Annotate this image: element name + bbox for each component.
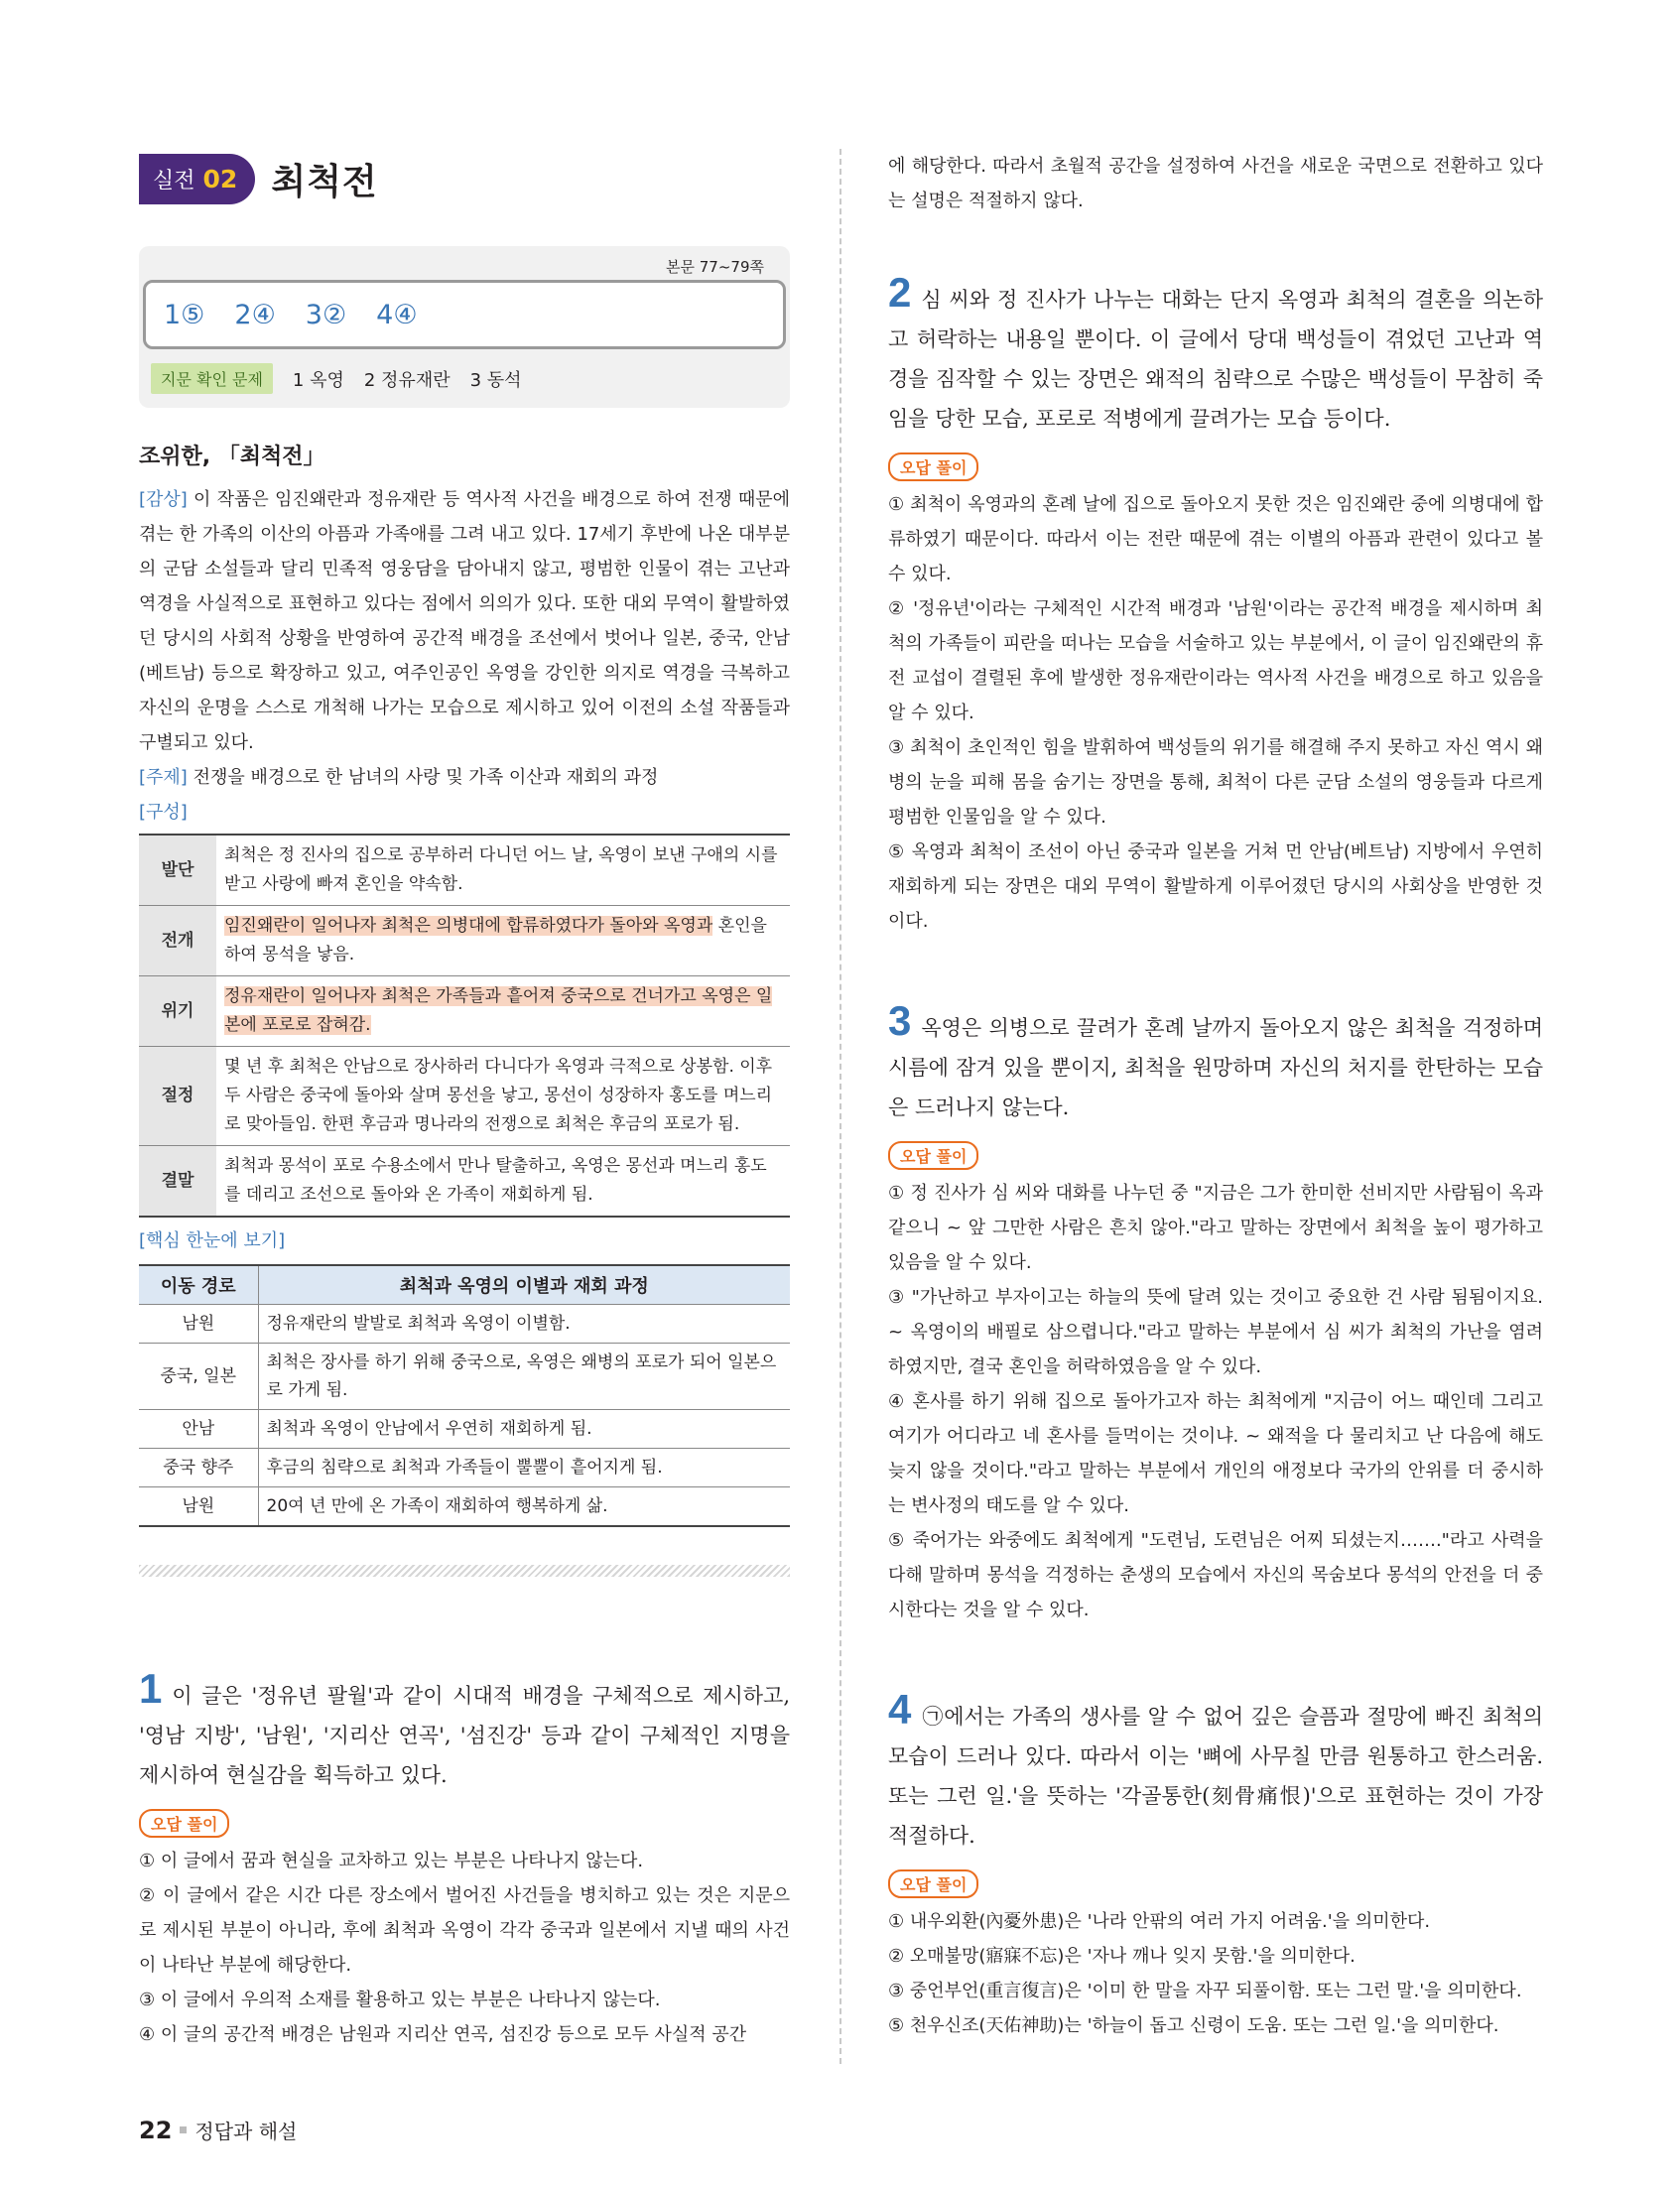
route-desc: 20여 년 만에 온 가족이 재회하여 행복하게 삶. <box>258 1487 790 1527</box>
wrong-answer-line: ③ 중언부언(重言復言)은 '이미 한 말을 자꾸 되풀이함. 또는 그런 말.'을 의미한다. <box>888 1981 1522 2001</box>
footer-dot-icon <box>180 2126 187 2133</box>
column-divider <box>840 149 841 2064</box>
question-number: 3 <box>888 997 912 1044</box>
table-row <box>139 1146 790 1218</box>
wrong-answer-line: ⑤ 천우신조(天佑神助)는 '하늘이 돕고 신령이 도움. 또는 그런 일.'을 의미한다. <box>888 2015 1499 2036</box>
wrong-answer-badge: 오답 풀이 <box>888 1869 978 1898</box>
route-place: 남원 <box>139 1305 258 1344</box>
question-explanation <box>139 1665 790 1795</box>
stage-desc <box>216 906 790 976</box>
right-column <box>888 149 1543 2043</box>
page-footer <box>139 2116 297 2144</box>
stage-cell: 전개 <box>139 906 216 976</box>
wrong-answer-line: ③ "가난하고 부자이고는 하늘의 뜻에 달려 있는 것이고 중요한 건 사람 됨됨이지요. ~ 옥영이의 배필로 삼으렵니다."라고 말하는 부분에서 심 씨가 최척의 가난을 염려하였지만, 결국 혼인을 허락하였음을 알 수 있다. <box>888 1287 1543 1377</box>
section-badge <box>139 154 255 204</box>
question-number: 2 <box>888 269 912 316</box>
route-desc: 정유재란의 발발로 최척과 옥영이 이별함. <box>258 1305 790 1344</box>
wrong-answer-line: ⑤ 죽어가는 와중에도 최척에게 "도련님, 도련님은 어찌 되셨는지……."라고 사력을 다해 말하며 몽석을 걱정하는 춘생의 모습에서 자신의 목숨보다 몽석의 안전을 더 중시한다는 것을 알 수 있다. <box>888 1530 1543 1620</box>
table-header-row <box>139 1265 790 1305</box>
question-1 <box>139 1665 790 2052</box>
table-row <box>139 1487 790 1527</box>
route-place: 안남 <box>139 1410 258 1449</box>
question-number: 1 <box>139 1665 163 1712</box>
answer-page-ref: 본문 77~79쪽 <box>666 258 764 276</box>
stage-cell: 발단 <box>139 835 216 906</box>
footer-label: 정답과 해설 <box>194 2120 298 2143</box>
table-row <box>139 976 790 1047</box>
wrong-answer-line: ④ 이 글의 공간적 배경은 남원과 지리산 연곡, 섬진강 등으로 모두 사실적 공간 <box>139 2024 747 2045</box>
theme-tag: [주제] <box>139 767 188 788</box>
badge-label: 실전 <box>153 168 195 193</box>
wrong-answer-line: ② 오매불망(寤寐不忘)은 '자나 깨나 잊지 못함.'을 의미한다. <box>888 1946 1356 1967</box>
passage-check <box>143 363 786 394</box>
question-text: 심 씨와 정 진사가 나누는 대화는 단지 옥영과 최척의 결혼을 의논하고 허락하는 내용일 뿐이다. 이 글에서 당대 백성들이 겪었던 고난과 역경을 짐작할 수 있는 장면은 왜적의 침략으로 수많은 백성들이 무참히 죽임을 당한 모습, 포로로 적병에게 끌려가는 모습 등이다. <box>888 288 1543 431</box>
wrong-answer-badge: 오답 풀이 <box>888 452 978 481</box>
stage-cell: 위기 <box>139 976 216 1047</box>
stage-cell: 절정 <box>139 1047 216 1146</box>
question-explanation <box>888 1686 1543 1856</box>
question-2 <box>888 269 1543 939</box>
answer-item: 3② <box>305 299 347 330</box>
passage-check-label: 지문 확인 문제 <box>151 363 273 394</box>
question-4 <box>888 1686 1543 2043</box>
table-row <box>139 835 790 906</box>
core-tag: [핵심 한눈에 보기] <box>139 1230 286 1251</box>
question-text: 옥영은 의병으로 끌려가 혼례 날까지 돌아오지 않은 최척을 걱정하며 시름에 잠겨 있을 뿐이지, 최척을 원망하며 자신의 처지를 한탄하는 모습은 드러나지 않는다. <box>888 1016 1543 1119</box>
wrong-answer-line: ① 최척이 옥영과의 혼례 날에 집으로 돌아오지 못한 것은 임진왜란 중에 의병대에 합류하였기 때문이다. 따라서 이는 전란 때문에 겪는 이별의 아픔과 관련이 있다고 볼 수 있다. <box>888 494 1543 584</box>
work-title: 조위한, 「최척전」 <box>139 445 325 469</box>
question-3 <box>888 997 1543 1627</box>
question-explanation <box>888 997 1543 1127</box>
column-header: 이동 경로 <box>139 1265 258 1305</box>
stage-desc-rest: 혼인을 하여 몽석을 낳음. <box>224 916 767 965</box>
wrong-answer-line: ② '정유년'이라는 구체적인 시간적 배경과 '남원'이라는 공간적 배경을 제시하며 최척의 가족들이 피란을 떠나는 모습을 서술하고 있는 부분에서, 이 글이 임진왜란의 휴전 교섭이 결렬된 후에 발생한 정유재란이라는 역사적 사건을 배경으로 하고 있음을 알 수 있다. <box>888 598 1543 723</box>
theme-text: 전쟁을 배경으로 한 남녀의 사랑 및 가족 이산과 재회의 과정 <box>193 767 659 788</box>
answer-box <box>139 246 790 408</box>
route-table <box>139 1264 790 1527</box>
question-explanation <box>888 269 1543 439</box>
structure-tag: [구성] <box>139 802 188 823</box>
structure-table <box>139 834 790 1218</box>
answer-item: 2④ <box>234 299 276 330</box>
table-row <box>139 1047 790 1146</box>
stage-desc <box>216 976 790 1047</box>
appreciation-tag: [감상] <box>139 489 188 510</box>
appreciation-text: 이 작품은 임진왜란과 정유재란 등 역사적 사건을 배경으로 하여 전쟁 때문에 겪는 한 가족의 이산의 아픔과 가족애를 그려 내고 있다. 17세기 후반에 나온 대부분의 군담 소설들과 달리 민족적 영웅담을 담아내지 않고, 평범한 인물이 겪는 고난과 역경을 사실적으로 표현하고 있다는 점에서 의의가 있다. 또한 대외 무역이 활발하였던 당시의 사회적 상황을 반영하여 공간적 배경을 조선에서 벗어나 일본, 중국, 안남(베트남) 등으로 확장하고 있고, 여주인공인 옥영을 강인한 의지로 역경을 극복하고 자신의 운명을 스스로 개척해 나가는 모습으로 제시하고 있어 이전의 소설 작품들과 구별되고 있다. <box>139 489 790 753</box>
wrong-answer-badge: 오답 풀이 <box>139 1809 229 1838</box>
page-number: 22 <box>139 2116 173 2144</box>
route-place: 남원 <box>139 1487 258 1527</box>
stage-cell: 결말 <box>139 1146 216 1218</box>
section-separator <box>139 1565 790 1577</box>
highlighted-text: 정유재란이 일어나자 최척은 가족들과 흩어져 중국으로 건너가고 옥영은 일본에 포로로 잡혀감. <box>224 986 773 1035</box>
route-place: 중국, 일본 <box>139 1344 258 1410</box>
wrong-answer-line: ③ 이 글에서 우의적 소재를 활용하고 있는 부분은 나타나지 않는다. <box>139 1990 661 2010</box>
table-row <box>139 1410 790 1449</box>
badge-number: 02 <box>202 164 238 193</box>
table-row <box>139 1449 790 1487</box>
stage-desc: 최척과 몽석이 포로 수용소에서 만나 탈출하고, 옥영은 몽선과 며느리 홍도를 데리고 조선으로 돌아와 온 가족이 재회하게 됨. <box>216 1146 790 1218</box>
wrong-answer-badge: 오답 풀이 <box>888 1141 978 1170</box>
answer-list <box>143 280 786 349</box>
passage-check-item: 3 동석 <box>469 369 522 391</box>
route-desc: 최척은 장사를 하기 위해 중국으로, 옥영은 왜병의 포로가 되어 일본으로 가게 됨. <box>258 1344 790 1410</box>
table-row <box>139 1305 790 1344</box>
passage-check-item: 2 정유재란 <box>363 369 451 391</box>
answer-item: 1⑤ <box>164 299 205 330</box>
question-text: ㉠에서는 가족의 생사를 알 수 없어 깊은 슬픔과 절망에 빠진 최척의 모습이 드러나 있다. 따라서 이는 '뼈에 사무칠 만큼 원통하고 한스러움. 또는 그런 일.'을 뜻하는 '각골통한(刻骨痛恨)'으로 표현하는 것이 가장 적절하다. <box>888 1705 1543 1848</box>
continued-text: 에 해당한다. 따라서 초월적 공간을 설정하여 사건을 새로운 국면으로 전환하고 있다는 설명은 적절하지 않다. <box>888 156 1543 211</box>
table-row <box>139 906 790 976</box>
route-desc: 후금의 침략으로 최척과 가족들이 뿔뿔이 흩어지게 됨. <box>258 1449 790 1487</box>
page-title: 최척전 <box>271 161 378 202</box>
wrong-answer-line: ③ 최척이 초인적인 힘을 발휘하여 백성들의 위기를 해결해 주지 못하고 자신 역시 왜병의 눈을 피해 몸을 숨기는 장면을 통해, 최척이 다른 군담 소설의 영웅들과 다르게 평범한 인물임을 알 수 있다. <box>888 737 1543 828</box>
table-row <box>139 1344 790 1410</box>
question-number: 4 <box>888 1686 912 1733</box>
passage-check-item: 1 옥영 <box>292 369 344 391</box>
wrong-answer-line: ⑤ 옥영과 최척이 조선이 아닌 중국과 일본을 거쳐 먼 안남(베트남) 지방에서 우연히 재회하게 되는 장면은 대외 무역이 활발하게 이루어졌던 당시의 사회상을 반영한 것이다. <box>888 841 1543 932</box>
theme-paragraph <box>139 760 790 795</box>
appreciation-paragraph <box>139 482 790 760</box>
section-header <box>139 149 790 208</box>
question-text: 이 글은 '정유년 팔월'과 같이 시대적 배경을 구체적으로 제시하고, '영남 지방', '남원', '지리산 연곡', '섬진강' 등과 같이 구체적인 지명을 제시하여 현실감을 획득하고 있다. <box>139 1684 790 1787</box>
route-desc: 최척과 옥영이 안남에서 우연히 재회하게 됨. <box>258 1410 790 1449</box>
wrong-answer-line: ① 이 글에서 꿈과 현실을 교차하고 있는 부분은 나타나지 않는다. <box>139 1851 644 1871</box>
column-header: 최척과 옥영의 이별과 재회 과정 <box>258 1265 790 1305</box>
stage-desc: 최척은 정 진사의 집으로 공부하러 다니던 어느 날, 옥영이 보낸 구애의 시를 받고 사랑에 빠져 혼인을 약속함. <box>216 835 790 906</box>
left-column <box>139 149 790 2052</box>
highlighted-text: 임진왜란이 일어나자 최척은 의병대에 합류하였다가 돌아와 옥영과 <box>224 916 713 936</box>
route-place: 중국 향주 <box>139 1449 258 1487</box>
wrong-answer-line: ① 정 진사가 심 씨와 대화를 나누던 중 "지금은 그가 한미한 선비지만 사람됨이 옥과 같으니 ~ 앞 그만한 사람은 흔치 않아."라고 말하는 장면에서 최척을 높이 평가하고 있음을 알 수 있다. <box>888 1183 1543 1273</box>
wrong-answer-line: ④ 혼사를 하기 위해 집으로 돌아가고자 하는 최척에게 "지금이 어느 때인데 그리고 여기가 어디라고 네 혼사를 들먹이는 것이냐. ~ 왜적을 다 물리치고 난 다음에 해도 늦지 않을 것이다."라고 말하는 부분에서 개인의 애정보다 국가의 안위를 더 중시하는 변사정의 태도를 알 수 있다. <box>888 1391 1543 1516</box>
wrong-answer-line: ② 이 글에서 같은 시간 다른 장소에서 벌어진 사건들을 병치하고 있는 것은 지문으로 제시된 부분이 아니라, 후에 최척과 옥영이 각각 중국과 일본에서 지낼 때의 사건이 나타난 부분에 해당한다. <box>139 1885 790 1976</box>
answer-item: 4④ <box>376 299 418 330</box>
stage-desc: 몇 년 후 최척은 안남으로 장사하러 다니다가 옥영과 극적으로 상봉함. 이후 두 사람은 중국에 돌아와 살며 몽선을 낳고, 몽선이 성장하자 홍도를 며느리로 맞아들임. 한편 후금과 명나라의 전쟁으로 최척은 후금의 포로가 됨. <box>216 1047 790 1146</box>
wrong-answer-line: ① 내우외환(內憂外患)은 '나라 안팎의 여러 가지 어려움.'을 의미한다. <box>888 1911 1431 1932</box>
